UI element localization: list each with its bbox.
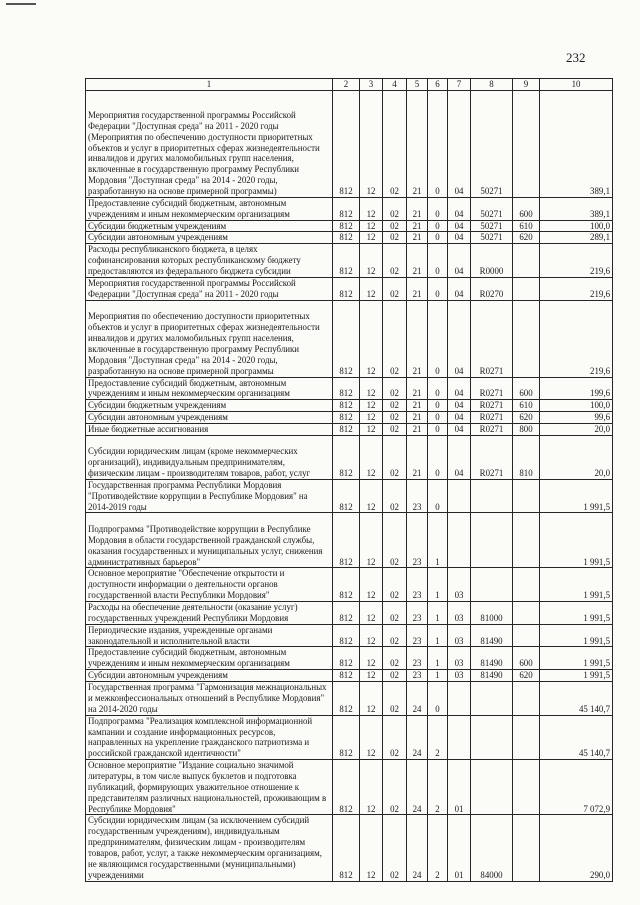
code-section: 12 bbox=[360, 682, 383, 716]
code-direction bbox=[471, 715, 513, 759]
code-subprogram: 0 bbox=[428, 197, 448, 220]
code-program: 23 bbox=[407, 513, 428, 568]
scan-edge-mark bbox=[6, 3, 36, 5]
code-subsection: 02 bbox=[383, 277, 407, 300]
code-subprogram: 0 bbox=[428, 90, 448, 197]
code-direction: 81490 bbox=[471, 670, 513, 682]
table-row bbox=[86, 220, 613, 232]
table-row bbox=[86, 670, 613, 682]
code-direction bbox=[471, 568, 513, 602]
code-expense-type bbox=[513, 300, 540, 377]
code-ministry: 812 bbox=[333, 435, 360, 479]
code-expense-type bbox=[513, 479, 540, 513]
code-direction: R0271 bbox=[471, 400, 513, 412]
amount: 1 991,5 bbox=[540, 647, 613, 670]
code-expense-type bbox=[513, 244, 540, 278]
row-name: Мероприятия государственной программы Российской Федерации "Доступная среда" на 2011 - 2020 годы (Мероприятия по обеспечению доступности приоритетных объектов и услуг в приоритетных сферах жизнедеятельности инвалидов и других маломобильных групп населения, включенные в государственную программу Республики Мордовия "Доступная среда" на 2014 - 2020 годы, разработанную на основе примерной программы) bbox=[86, 90, 333, 197]
code-section: 12 bbox=[360, 90, 383, 197]
row-name: Подпрограмма "Реализация комплексной информационной кампании и создание информационных ресурсов, направленных на укрепление гражданского патриотизма и российской гражданской идентичности" bbox=[86, 715, 333, 759]
code-subsection: 02 bbox=[383, 715, 407, 759]
amount: 219,6 bbox=[540, 277, 613, 300]
code-direction: 50271 bbox=[471, 232, 513, 244]
code-direction bbox=[471, 760, 513, 815]
code-subsection: 02 bbox=[383, 300, 407, 377]
code-section: 12 bbox=[360, 624, 383, 647]
row-name: Субсидии автономным учреждениям bbox=[86, 670, 333, 682]
code-section: 12 bbox=[360, 300, 383, 377]
code-direction: 81490 bbox=[471, 647, 513, 670]
amount: 45 140,7 bbox=[540, 715, 613, 759]
row-name: Субсидии бюджетным учреждениям bbox=[86, 400, 333, 412]
code-ministry: 812 bbox=[333, 90, 360, 197]
code-ministry: 812 bbox=[333, 568, 360, 602]
row-name: Субсидии юридическим лицам (за исключением субсидий государственным учреждениям), индивидуальным предпринимателям, физическим лицам - производителям товаров, работ, услуг, а также некоммерческим организациям, не являющимся государственными (муниципальными) учреждениями bbox=[86, 815, 333, 881]
code-measure: 04 bbox=[448, 377, 471, 400]
code-measure: 04 bbox=[448, 435, 471, 479]
column-header: 6 bbox=[428, 79, 448, 91]
amount: 45 140,7 bbox=[540, 682, 613, 716]
column-header: 4 bbox=[383, 79, 407, 91]
table-row bbox=[86, 435, 613, 479]
code-section: 12 bbox=[360, 377, 383, 400]
row-name: Мероприятия государственной программы Российской Федерации "Доступная среда" на 2011 - 2020 годы bbox=[86, 277, 333, 300]
code-subsection: 02 bbox=[383, 90, 407, 197]
code-subprogram: 1 bbox=[428, 647, 448, 670]
code-expense-type: 600 bbox=[513, 197, 540, 220]
code-subsection: 02 bbox=[383, 244, 407, 278]
code-subprogram: 0 bbox=[428, 682, 448, 716]
code-direction: 81490 bbox=[471, 624, 513, 647]
code-ministry: 812 bbox=[333, 220, 360, 232]
row-name: Мероприятия по обеспечению доступности приоритетных объектов и услуг в приоритетных сферах жизнедеятельности инвалидов и других маломобильных групп населения, включенные в государственную программу Республики Мордовия "Доступная среда" на 2014 - 2020 годы, разработанную на основе примерной программы bbox=[86, 300, 333, 377]
code-subprogram: 0 bbox=[428, 424, 448, 436]
table-row bbox=[86, 624, 613, 647]
code-subsection: 02 bbox=[383, 412, 407, 424]
code-expense-type: 800 bbox=[513, 424, 540, 436]
code-direction bbox=[471, 682, 513, 716]
code-ministry: 812 bbox=[333, 513, 360, 568]
table-row bbox=[86, 568, 613, 602]
table-row bbox=[86, 197, 613, 220]
code-ministry: 812 bbox=[333, 400, 360, 412]
code-measure: 04 bbox=[448, 232, 471, 244]
code-subsection: 02 bbox=[383, 232, 407, 244]
code-section: 12 bbox=[360, 277, 383, 300]
code-measure bbox=[448, 479, 471, 513]
code-ministry: 812 bbox=[333, 715, 360, 759]
code-subsection: 02 bbox=[383, 513, 407, 568]
code-program: 23 bbox=[407, 602, 428, 625]
code-measure: 04 bbox=[448, 400, 471, 412]
code-section: 12 bbox=[360, 602, 383, 625]
code-direction: 81000 bbox=[471, 602, 513, 625]
code-measure: 01 bbox=[448, 815, 471, 881]
code-section: 12 bbox=[360, 244, 383, 278]
code-measure bbox=[448, 513, 471, 568]
row-name: Основное мероприятие "Обеспечение открытости и доступности информации о деятельности органов государственной власти Республики Мордовия" bbox=[86, 568, 333, 602]
code-measure: 01 bbox=[448, 760, 471, 815]
code-program: 21 bbox=[407, 424, 428, 436]
amount: 7 072,9 bbox=[540, 760, 613, 815]
table-row bbox=[86, 513, 613, 568]
table-row bbox=[86, 647, 613, 670]
code-section: 12 bbox=[360, 435, 383, 479]
code-direction bbox=[471, 513, 513, 568]
page-number: 232 bbox=[566, 50, 586, 65]
row-name: Субсидии автономным учреждениям bbox=[86, 412, 333, 424]
code-measure: 04 bbox=[448, 244, 471, 278]
code-measure: 04 bbox=[448, 197, 471, 220]
code-ministry: 812 bbox=[333, 277, 360, 300]
code-measure: 03 bbox=[448, 602, 471, 625]
code-expense-type: 610 bbox=[513, 220, 540, 232]
code-ministry: 812 bbox=[333, 682, 360, 716]
table-row bbox=[86, 760, 613, 815]
code-subprogram: 2 bbox=[428, 760, 448, 815]
code-measure: 04 bbox=[448, 277, 471, 300]
row-name: Субсидии бюджетным учреждениям bbox=[86, 220, 333, 232]
code-program: 21 bbox=[407, 220, 428, 232]
code-program: 23 bbox=[407, 568, 428, 602]
column-header: 8 bbox=[471, 79, 513, 91]
code-ministry: 812 bbox=[333, 647, 360, 670]
amount: 289,1 bbox=[540, 232, 613, 244]
table-row bbox=[86, 400, 613, 412]
amount: 219,6 bbox=[540, 300, 613, 377]
code-subprogram: 1 bbox=[428, 670, 448, 682]
row-name: Субсидии автономным учреждениям bbox=[86, 232, 333, 244]
row-name: Периодические издания, учрежденные органами законодательной и исполнительной власти bbox=[86, 624, 333, 647]
code-program: 21 bbox=[407, 277, 428, 300]
code-direction: 50271 bbox=[471, 90, 513, 197]
code-measure: 04 bbox=[448, 90, 471, 197]
column-header: 2 bbox=[333, 79, 360, 91]
code-section: 12 bbox=[360, 424, 383, 436]
column-header: 10 bbox=[540, 79, 613, 91]
code-subprogram: 0 bbox=[428, 377, 448, 400]
code-ministry: 812 bbox=[333, 479, 360, 513]
code-subsection: 02 bbox=[383, 197, 407, 220]
code-subprogram: 1 bbox=[428, 624, 448, 647]
code-subsection: 02 bbox=[383, 435, 407, 479]
code-expense-type: 600 bbox=[513, 377, 540, 400]
row-name: Предоставление субсидий бюджетным, автономным учреждениям и иным некоммерческим организациям bbox=[86, 647, 333, 670]
row-name: Расходы на обеспечение деятельности (оказание услуг) государственных учреждений Республики Мордовия bbox=[86, 602, 333, 625]
code-direction: 50271 bbox=[471, 220, 513, 232]
code-subprogram: 0 bbox=[428, 435, 448, 479]
code-program: 21 bbox=[407, 90, 428, 197]
amount: 1 991,5 bbox=[540, 670, 613, 682]
code-expense-type: 610 bbox=[513, 400, 540, 412]
table-row bbox=[86, 300, 613, 377]
code-expense-type bbox=[513, 624, 540, 647]
code-measure: 03 bbox=[448, 568, 471, 602]
code-program: 21 bbox=[407, 400, 428, 412]
code-subsection: 02 bbox=[383, 760, 407, 815]
code-expense-type bbox=[513, 277, 540, 300]
table-row bbox=[86, 815, 613, 881]
code-section: 12 bbox=[360, 815, 383, 881]
code-expense-type bbox=[513, 90, 540, 197]
code-subsection: 02 bbox=[383, 670, 407, 682]
table-row bbox=[86, 424, 613, 436]
row-name: Субсидии юридическим лицам (кроме некоммерческих организаций), индивидуальным предпринимателям, физическим лицам - производителям товаров, работ, услуг bbox=[86, 435, 333, 479]
code-subsection: 02 bbox=[383, 220, 407, 232]
code-ministry: 812 bbox=[333, 815, 360, 881]
code-measure bbox=[448, 715, 471, 759]
code-ministry: 812 bbox=[333, 424, 360, 436]
column-header: 5 bbox=[407, 79, 428, 91]
code-subprogram: 0 bbox=[428, 232, 448, 244]
row-name: Иные бюджетные ассигнования bbox=[86, 424, 333, 436]
code-measure: 04 bbox=[448, 220, 471, 232]
code-subprogram: 2 bbox=[428, 815, 448, 881]
code-measure bbox=[448, 682, 471, 716]
code-subprogram: 0 bbox=[428, 300, 448, 377]
code-direction: R0271 bbox=[471, 424, 513, 436]
code-ministry: 812 bbox=[333, 670, 360, 682]
code-direction: R0000 bbox=[471, 244, 513, 278]
table-row bbox=[86, 682, 613, 716]
code-expense-type: 600 bbox=[513, 647, 540, 670]
amount: 290,0 bbox=[540, 815, 613, 881]
table-row bbox=[86, 377, 613, 400]
code-subsection: 02 bbox=[383, 624, 407, 647]
code-section: 12 bbox=[360, 197, 383, 220]
code-section: 12 bbox=[360, 568, 383, 602]
code-ministry: 812 bbox=[333, 624, 360, 647]
code-section: 12 bbox=[360, 412, 383, 424]
code-program: 24 bbox=[407, 682, 428, 716]
code-program: 24 bbox=[407, 815, 428, 881]
code-expense-type: 620 bbox=[513, 412, 540, 424]
code-subsection: 02 bbox=[383, 602, 407, 625]
code-section: 12 bbox=[360, 513, 383, 568]
row-name: Предоставление субсидий бюджетным, автономным учреждениям и иным некоммерческим организациям bbox=[86, 377, 333, 400]
code-subsection: 02 bbox=[383, 682, 407, 716]
code-subprogram: 1 bbox=[428, 513, 448, 568]
code-subprogram: 0 bbox=[428, 277, 448, 300]
code-direction: R0271 bbox=[471, 300, 513, 377]
code-subprogram: 1 bbox=[428, 602, 448, 625]
code-program: 23 bbox=[407, 647, 428, 670]
row-name: Подпрограмма "Противодействие коррупции в Республике Мордовия в области государственной гражданской службы, оказания государственных и муниципальных услуг, снижения административных барьеров" bbox=[86, 513, 333, 568]
code-measure: 04 bbox=[448, 412, 471, 424]
code-measure: 04 bbox=[448, 424, 471, 436]
budget-table bbox=[85, 78, 613, 882]
amount: 1 991,5 bbox=[540, 479, 613, 513]
code-direction: 84000 bbox=[471, 815, 513, 881]
table-row bbox=[86, 244, 613, 278]
code-subsection: 02 bbox=[383, 647, 407, 670]
code-program: 23 bbox=[407, 624, 428, 647]
code-section: 12 bbox=[360, 479, 383, 513]
code-subsection: 02 bbox=[383, 479, 407, 513]
code-ministry: 812 bbox=[333, 232, 360, 244]
code-measure: 03 bbox=[448, 670, 471, 682]
row-name: Государственная программа Республики Мордовия "Противодействие коррупции в Республике Мордовия" на 2014-2019 годы bbox=[86, 479, 333, 513]
code-subsection: 02 bbox=[383, 815, 407, 881]
code-program: 21 bbox=[407, 377, 428, 400]
code-subprogram: 0 bbox=[428, 220, 448, 232]
amount: 100,0 bbox=[540, 400, 613, 412]
row-name: Предоставление субсидий бюджетным, автономным учреждениям и иным некоммерческим организациям bbox=[86, 197, 333, 220]
table-row bbox=[86, 277, 613, 300]
code-program: 21 bbox=[407, 244, 428, 278]
code-expense-type bbox=[513, 715, 540, 759]
table-row bbox=[86, 90, 613, 197]
code-ministry: 812 bbox=[333, 300, 360, 377]
code-program: 21 bbox=[407, 435, 428, 479]
code-section: 12 bbox=[360, 647, 383, 670]
code-section: 12 bbox=[360, 670, 383, 682]
code-section: 12 bbox=[360, 232, 383, 244]
code-measure: 04 bbox=[448, 300, 471, 377]
code-expense-type: 810 bbox=[513, 435, 540, 479]
code-section: 12 bbox=[360, 760, 383, 815]
table-row bbox=[86, 412, 613, 424]
code-subsection: 02 bbox=[383, 377, 407, 400]
code-measure: 03 bbox=[448, 624, 471, 647]
code-expense-type bbox=[513, 815, 540, 881]
code-ministry: 812 bbox=[333, 602, 360, 625]
code-ministry: 812 bbox=[333, 412, 360, 424]
code-subprogram: 2 bbox=[428, 715, 448, 759]
code-expense-type bbox=[513, 760, 540, 815]
amount: 100,0 bbox=[540, 220, 613, 232]
code-expense-type: 620 bbox=[513, 670, 540, 682]
code-expense-type bbox=[513, 513, 540, 568]
code-subprogram: 1 bbox=[428, 568, 448, 602]
code-direction: R0270 bbox=[471, 277, 513, 300]
code-program: 23 bbox=[407, 670, 428, 682]
amount: 99,6 bbox=[540, 412, 613, 424]
code-program: 21 bbox=[407, 412, 428, 424]
code-subprogram: 0 bbox=[428, 412, 448, 424]
row-name: Основное мероприятие "Издание социально значимой литературы, в том числе выпуск буклетов и подготовка публикаций, формирующих уважительное отношение к представителям различных национальностей, проживающим в Республике Мордовия" bbox=[86, 760, 333, 815]
code-program: 21 bbox=[407, 197, 428, 220]
amount: 20,0 bbox=[540, 435, 613, 479]
column-header: 1 bbox=[86, 79, 333, 91]
code-expense-type bbox=[513, 682, 540, 716]
amount: 1 991,5 bbox=[540, 602, 613, 625]
code-direction: R0271 bbox=[471, 435, 513, 479]
code-section: 12 bbox=[360, 220, 383, 232]
table-row bbox=[86, 602, 613, 625]
amount: 1 991,5 bbox=[540, 513, 613, 568]
code-direction: R0271 bbox=[471, 377, 513, 400]
code-expense-type bbox=[513, 602, 540, 625]
code-program: 21 bbox=[407, 300, 428, 377]
code-subprogram: 0 bbox=[428, 479, 448, 513]
code-subsection: 02 bbox=[383, 424, 407, 436]
column-header: 3 bbox=[360, 79, 383, 91]
amount: 389,1 bbox=[540, 90, 613, 197]
amount: 20,0 bbox=[540, 424, 613, 436]
amount: 219,6 bbox=[540, 244, 613, 278]
code-ministry: 812 bbox=[333, 760, 360, 815]
code-program: 24 bbox=[407, 760, 428, 815]
amount: 1 991,5 bbox=[540, 568, 613, 602]
amount: 199,6 bbox=[540, 377, 613, 400]
table-row bbox=[86, 232, 613, 244]
code-program: 24 bbox=[407, 715, 428, 759]
table-row bbox=[86, 715, 613, 759]
row-name: Государственная программа "Гармонизация межнациональных и межконфессиональных отношений в Республике Мордовия" на 2014-2020 годы bbox=[86, 682, 333, 716]
code-program: 23 bbox=[407, 479, 428, 513]
row-name: Расходы республиканского бюджета, в целях софинансирования которых республиканскому бюджету предоставляются из федерального бюджета субсидии bbox=[86, 244, 333, 278]
code-section: 12 bbox=[360, 400, 383, 412]
column-header: 9 bbox=[513, 79, 540, 91]
code-measure: 03 bbox=[448, 647, 471, 670]
code-subprogram: 0 bbox=[428, 244, 448, 278]
code-direction: 50271 bbox=[471, 197, 513, 220]
code-ministry: 812 bbox=[333, 244, 360, 278]
code-expense-type bbox=[513, 568, 540, 602]
table-header-row bbox=[86, 79, 613, 91]
table-row bbox=[86, 479, 613, 513]
code-section: 12 bbox=[360, 715, 383, 759]
code-subsection: 02 bbox=[383, 400, 407, 412]
code-subsection: 02 bbox=[383, 568, 407, 602]
column-header: 7 bbox=[448, 79, 471, 91]
code-ministry: 812 bbox=[333, 377, 360, 400]
code-direction: R0271 bbox=[471, 412, 513, 424]
code-subprogram: 0 bbox=[428, 400, 448, 412]
code-program: 21 bbox=[407, 232, 428, 244]
code-ministry: 812 bbox=[333, 197, 360, 220]
code-expense-type: 620 bbox=[513, 232, 540, 244]
code-direction bbox=[471, 479, 513, 513]
amount: 1 991,5 bbox=[540, 624, 613, 647]
amount: 389,1 bbox=[540, 197, 613, 220]
